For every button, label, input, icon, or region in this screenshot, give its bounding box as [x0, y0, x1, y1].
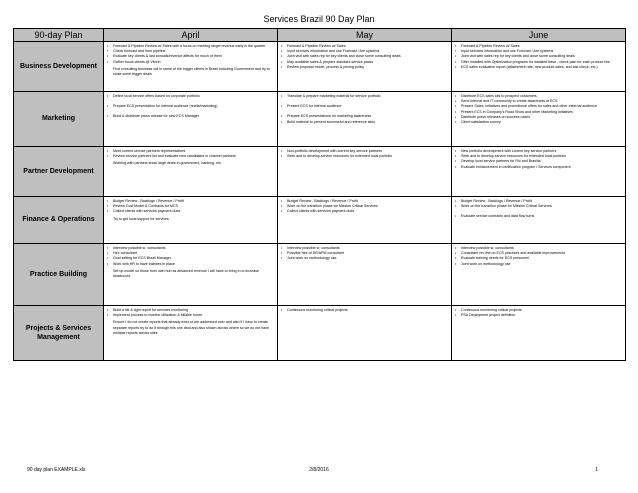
bullet-item: • Hire consultant	[107, 251, 274, 256]
bullet-item: • Forecast & Pipeline Review w/ Sales	[455, 44, 622, 49]
bullet-item: • Gather focus clients @ Vitorin	[107, 60, 274, 65]
bullet-item: • Forecast & Pipeline Review w/ Sales with a focus on meeting target revenue early in the quarter	[107, 44, 274, 49]
bullet-list	[107, 94, 274, 120]
bullet-item: • Send internal and IT community to create awareness of ECS	[455, 99, 622, 104]
plan-table	[13, 28, 626, 361]
cell-june	[452, 42, 626, 92]
bullet-item: • Work with HR to have trainees in place	[107, 262, 274, 267]
bullet-list	[455, 199, 622, 220]
bullet-item: • Distribute ECS sales kits to prospect customers	[455, 94, 622, 99]
bullet-item: • Review service partners list and evaluate new candidates in channel partners	[107, 154, 274, 159]
bullet-list	[455, 246, 622, 267]
row-label: Marketing	[14, 92, 104, 147]
bullet-item: • Build material to present successful and reference sites	[281, 120, 448, 125]
bullet-item: • Meet current service partners representatives	[107, 149, 274, 154]
cell-may	[278, 306, 452, 361]
bullet-item: • Consultant rev iew on ECS practices and available improvements	[455, 251, 622, 256]
bullet-item: • Joint work on methodology use	[281, 256, 448, 261]
bullet-item: • Map available sales & prepare standard service packs	[281, 60, 448, 65]
bullet-item: Ensure I do not create reports that already exist or are addressed over and also if I have to create separate reports try to do it through this one deal and also shown across where so we do not have multiple reports across sites	[113, 320, 270, 335]
plan-row	[14, 197, 626, 244]
row-label: Business Development	[14, 42, 104, 92]
bullet-item: • Seek and to develop service resources for extended local portfolio	[281, 154, 448, 159]
plan-row	[14, 92, 626, 147]
bullet-item: • Forecast & Pipeline Review w/ Sales	[281, 44, 448, 49]
bullet-list	[107, 246, 274, 279]
header-plan: 90-day Plan	[14, 29, 104, 42]
bullet-list	[107, 199, 274, 222]
bullet-list	[107, 149, 274, 167]
bullet-list	[455, 94, 622, 125]
bullet-item: Set up model so those from own hub as advanced revenue I will have to bring in to increase headcount.	[113, 268, 260, 279]
cell-june	[452, 197, 626, 244]
bullet-item: • Input services information and use Forecast / Are systems	[281, 49, 448, 54]
row-label: Finance & Operations	[14, 197, 104, 244]
bullet-item: • Build & distribute press release for new ECS Manager	[107, 114, 274, 119]
bullet-item: • Interview possible sr. consultants	[455, 246, 622, 251]
plan-row	[14, 244, 626, 306]
bullet-item: • Implement process to monitor utilization & billable hours	[107, 313, 274, 318]
bullet-list	[281, 149, 448, 159]
bullet-item: • Joint work on methodology use	[455, 262, 622, 267]
cell-june	[452, 92, 626, 147]
bullet-item: • Collect clients with services payment dues	[107, 209, 274, 214]
cell-may	[278, 147, 452, 197]
bullet-item: • Define local service offers based on corporate portfolio	[107, 94, 274, 99]
bullet-item: • Budget Review - Backlogs / Revenue / Profit	[455, 199, 622, 204]
cell-may	[278, 42, 452, 92]
bullet-item: Find consulting business will in some of the bigger clients in Brazil including Government and try to close some bigger deals	[113, 66, 270, 77]
cell-april	[104, 244, 278, 306]
bullet-list	[455, 149, 622, 170]
cell-april	[104, 42, 278, 92]
row-label: Practice Building	[14, 244, 104, 306]
page-title: Services Brazil 90 Day Plan	[263, 14, 375, 24]
bullet-item: • Budget Review - Backlogs / Revenue / Profit	[107, 199, 274, 204]
footer-page-number: 1	[595, 467, 598, 473]
footer-date: 2/8/2016	[309, 467, 329, 473]
bullet-item: • ECS sales evaluation report (attachment rate, new product sales, and last check, etc.)	[455, 65, 622, 70]
row-label: Partner Development	[14, 147, 104, 197]
bullet-item: • Seek and to develop service resources for extended local portfolio	[455, 154, 622, 159]
bullet-list	[281, 199, 448, 215]
bullet-item: • Present ECS in Company's Road Show and other Marketing Initiatives	[455, 110, 622, 115]
bullet-item: • Evaluate training needs for ECS personnel	[455, 256, 622, 261]
bullet-list	[107, 308, 274, 336]
bullet-item: • Work on the transition phase for Mission Critical Services	[455, 204, 622, 209]
bullet-list	[107, 44, 274, 77]
bullet-item: • Continuous monitoring critical projects	[455, 308, 622, 313]
cell-june	[452, 306, 626, 361]
plan-row	[14, 306, 626, 361]
bullet-item: • Evaluate key clients & last annuals/revenue affects for much of them	[107, 54, 274, 59]
bullet-item: • Check forecast and from pipeline	[107, 49, 274, 54]
cell-may	[278, 244, 452, 306]
bullet-item: • Review Cost Model & Contracts for MCS	[107, 204, 274, 209]
bullet-list	[281, 308, 448, 313]
cell-april	[104, 197, 278, 244]
bullet-item: • Budget Review - Backlogs / Revenue / Profit	[281, 199, 448, 204]
bullet-list	[455, 308, 622, 318]
bullet-item: Working with partners show large deals in government, banking, etc.	[113, 161, 222, 166]
bullet-item: • Evaluate service contracts and data flow turns	[455, 214, 622, 219]
header-row	[14, 29, 626, 42]
bullet-item: • Non-portfolio development with current key service partners	[281, 149, 448, 154]
bullet-item: • New portfolio development with current key service partners	[455, 149, 622, 154]
bullet-item: • Goal setting for ECS Brazil Manager	[107, 256, 274, 261]
header-may: May	[278, 29, 452, 42]
bullet-item: • Offer Installed with Optimization programs for installed base - check plan for each product line	[455, 60, 622, 65]
bullet-item: • Input services information and use Forecast / Are systems	[455, 49, 622, 54]
cell-may	[278, 92, 452, 147]
cell-may	[278, 197, 452, 244]
cell-april	[104, 147, 278, 197]
bullet-item: • Possible hire of DR/APM consultant	[281, 251, 448, 256]
bullet-item: Try to get local support for services	[113, 216, 169, 221]
bullet-item: • Client satisfaction survey	[455, 120, 622, 125]
bullet-list	[281, 94, 448, 125]
cell-june	[452, 244, 626, 306]
bullet-item: • Present ECS for internal audience	[281, 104, 448, 109]
header-april: April	[104, 29, 278, 42]
bullet-item: • Prepare ECS presentation for internal audience (realia/marketing)	[107, 104, 274, 109]
plan-body	[14, 42, 626, 361]
bullet-item: • Build a list & tight report for services monitoring	[107, 308, 274, 313]
bullet-list	[455, 44, 622, 70]
plan-row	[14, 147, 626, 197]
footer-filename: 90 day plan EXAMPLE.xls	[27, 467, 86, 473]
bullet-item: • Collect clients with services payment dues	[281, 209, 448, 214]
bullet-list	[281, 44, 448, 70]
bullet-item: • Interview possible sr. consultants	[107, 246, 274, 251]
header-june: June	[452, 29, 626, 42]
plan-row	[14, 42, 626, 92]
bullet-item: • Present Sales, initiatives and promotional offers for sales and other external audience	[455, 104, 622, 109]
cell-april	[104, 306, 278, 361]
bullet-list	[281, 246, 448, 262]
bullet-item: • Prepare ECS presentations for marketing awareness	[281, 114, 448, 119]
cell-april	[104, 92, 278, 147]
bullet-item: • Work on the transition phase for Mission Critical Services	[281, 204, 448, 209]
bullet-item: • Distribute press releases on success cases	[455, 115, 622, 120]
bullet-item: • Joint visit with sales rep for key clients and close some consulting deals	[281, 54, 448, 59]
cell-june	[452, 147, 626, 197]
bullet-item: • Develop local service partners for Rio and Brasilia	[455, 159, 622, 164]
bullet-item: • Evaluate enhancement in certification program / Services component	[455, 165, 622, 170]
bullet-item: • Interview possible sr. consultants	[281, 246, 448, 251]
row-label: Projects & Services Management	[14, 306, 104, 361]
bullet-item: • Continuous monitoring critical projects	[281, 308, 448, 313]
bullet-item: • Joint visit with sales rep for key clients and close some consulting deals	[455, 54, 622, 59]
bullet-item: • Translate & prepare marketing material for service portfolio	[281, 94, 448, 99]
bullet-item: • Review proposal model, process & pricing policy	[281, 65, 448, 70]
bullet-item: • PSA Deployment project definition	[455, 313, 622, 318]
